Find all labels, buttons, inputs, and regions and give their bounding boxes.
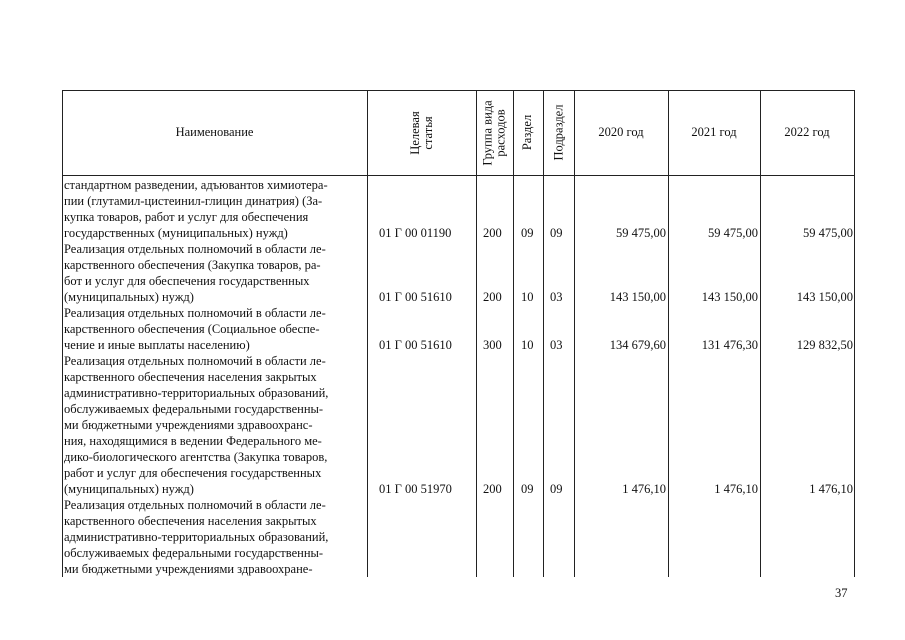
subsection-code: 09	[550, 482, 563, 496]
amount-2020: 59 475,00	[616, 226, 666, 240]
target-article-code: 01 Г 00 01190	[379, 226, 452, 240]
section-code: 10	[521, 338, 534, 352]
row-description: Реализация отдельных полномочий в области ле- карственного обеспечения (Социальное обеспе- чение и иные выплаты населению)	[64, 306, 326, 352]
row-description: Реализация отдельных полномочий в области ле- карственного обеспечения населения закрытых административно-территориальных образований, обслуживаемых федеральными государственны- ми бюджетными учреждениями здравоохранс- ния, находящимися в ведении Федерального ме- дико-биологического агентства (Закупка товаров, работ и услуг для обеспечения государственных (муниципальных) нужд)	[64, 354, 329, 496]
header-2022: 2022 год	[784, 125, 830, 139]
amount-2021: 1 476,10	[714, 482, 758, 496]
header-bottom-border	[62, 175, 855, 176]
target-article-code: 01 Г 00 51610	[379, 338, 452, 352]
subsection-code: 09	[550, 226, 563, 240]
amount-2020: 1 476,10	[622, 482, 666, 496]
header-target-article: Целевая статья	[407, 110, 435, 155]
header-2020: 2020 год	[598, 125, 644, 139]
target-article-code: 01 Г 00 51970	[379, 482, 452, 496]
budget-table	[62, 90, 855, 577]
amount-2022: 59 475,00	[803, 226, 853, 240]
amount-2022: 143 150,00	[796, 290, 853, 304]
target-article-code: 01 Г 00 51610	[379, 290, 452, 304]
amount-2020: 143 150,00	[609, 290, 666, 304]
expense-group: 200	[483, 290, 502, 304]
amount-2021: 131 476,30	[701, 338, 758, 352]
header-subsection: Подраздел	[551, 104, 565, 161]
row-description: Реализация отдельных полномочий в области ле- карственного обеспечения (Закупка товаров, ра- бот и услуг для обеспечения государственных (муниципальных) нужд)	[64, 242, 326, 304]
subsection-code: 03	[550, 338, 563, 352]
subsection-code: 03	[550, 290, 563, 304]
amount-2022: 1 476,10	[809, 482, 853, 496]
section-code: 10	[521, 290, 534, 304]
row-description-continued: стандартном разведении, адъювантов химиотера- пии (глутамил-цистеинил-глицин динатрия) (За- купка товаров, работ и услуг для обеспечения государственных (муниципальных) нужд)	[64, 178, 328, 240]
section-code: 09	[521, 482, 534, 496]
header-expense-group: Группа вида расходов	[480, 99, 508, 166]
amount-2020: 134 679,60	[609, 338, 666, 352]
page-number: 37	[835, 586, 848, 600]
header-2021: 2021 год	[691, 125, 737, 139]
col-border	[854, 90, 855, 577]
amount-2021: 59 475,00	[708, 226, 758, 240]
amount-2022: 129 832,50	[796, 338, 853, 352]
expense-group: 300	[483, 338, 502, 352]
amount-2021: 143 150,00	[701, 290, 758, 304]
row-description: Реализация отдельных полномочий в области ле- карственного обеспечения населения закрытых административно-территориальных образований, обслуживаемых федеральными государственны- ми бюджетными учреждениями здравоохране-	[64, 498, 329, 576]
header-name: Наименование	[175, 125, 254, 139]
expense-group: 200	[483, 226, 502, 240]
header-section: Раздел	[520, 114, 535, 151]
section-code: 09	[521, 226, 534, 240]
expense-group: 200	[483, 482, 502, 496]
